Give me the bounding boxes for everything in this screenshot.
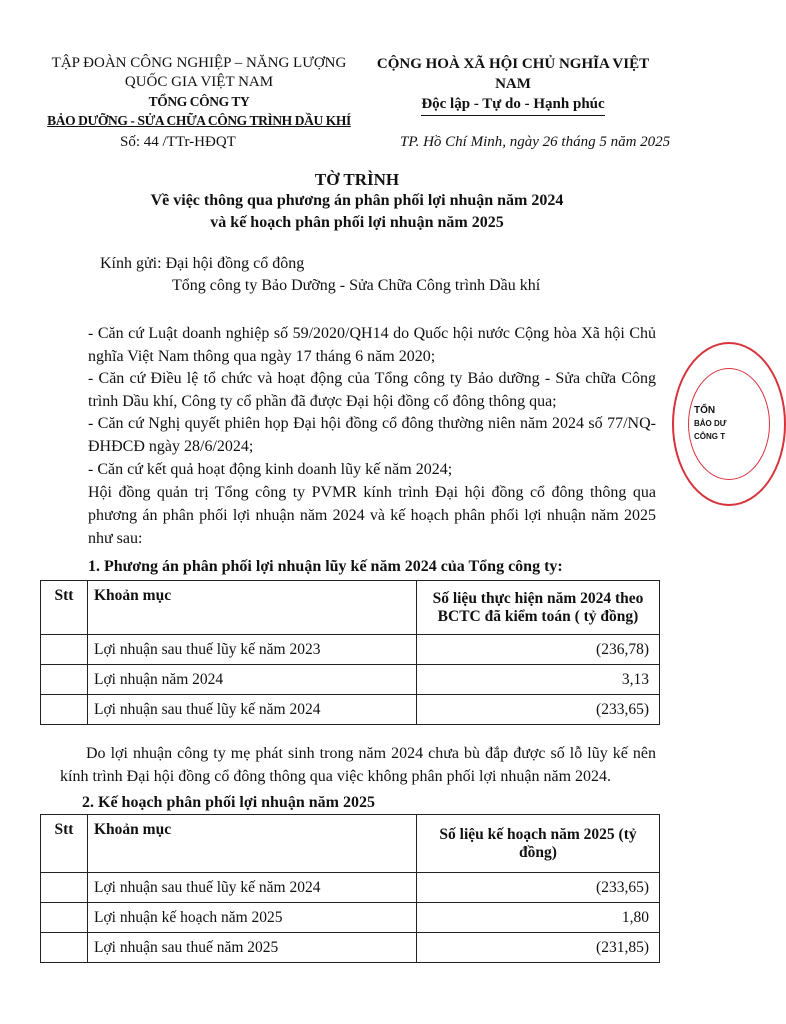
row-item: Lợi nhuận năm 2024 (88, 665, 417, 695)
table-row (41, 695, 660, 725)
col-value: Số liệu kế hoạch năm 2025 (tỷ đồng) (417, 815, 660, 873)
section-1-note: Do lợi nhuận công ty mẹ phát sinh trong năm 2024 chưa bù đắp được số lỗ lũy kế nên kính trình Đại hội đồng cổ đông thông qua việc không phân phối lợi nhuận năm 2024. (60, 745, 656, 785)
col-value: Số liệu thực hiện năm 2024 theo BCTC đã kiểm toán ( tỷ đồng) (417, 581, 660, 635)
paragraph-5 (60, 481, 656, 550)
stamp-clip (668, 340, 727, 510)
recipient-line-1: Kính gửi: Đại hội đồng cổ đông (100, 255, 305, 272)
paragraph-3 (60, 412, 656, 458)
row-item: Lợi nhuận sau thuế lũy kế năm 2023 (88, 635, 417, 665)
paragraph-3-text: - Căn cứ Nghị quyết phiên họp Đại hội đồng cổ đông thường niên năm 2024 số 77/NQ-ĐHĐCĐ ngày 28/6/2024; (88, 415, 656, 455)
national-motto-block (360, 54, 666, 116)
paragraph-1 (60, 322, 656, 368)
row-item: Lợi nhuận sau thuế năm 2025 (88, 933, 417, 963)
row-value: 1,80 (417, 903, 660, 933)
row-value: (233,65) (417, 873, 660, 903)
table-row (41, 635, 660, 665)
paragraph-4-text: - Căn cứ kết quả hoạt động kinh doanh lũy kế năm 2024; (88, 461, 453, 478)
recipient-line-2: Tổng công ty Bảo Dưỡng - Sửa Chữa Công trình Dầu khí (172, 277, 541, 294)
issuer-line-3: TỔNG CÔNG TY (148, 94, 250, 109)
section-2-heading: 2. Kế hoạch phân phối lợi nhuận năm 2025 (82, 794, 375, 811)
profit-distribution-table-2024 (40, 580, 660, 725)
document-title: TỜ TRÌNH (314, 170, 400, 189)
row-item: Lợi nhuận sau thuế lũy kế năm 2024 (88, 873, 417, 903)
issuer-line-1: TẬP ĐOÀN CÔNG NGHIỆP – NĂNG LƯỢNG (51, 55, 347, 71)
paragraph-4 (60, 458, 656, 481)
row-value: (231,85) (417, 933, 660, 963)
col-stt: Stt (41, 815, 88, 873)
profit-distribution-plan-2025 (40, 814, 660, 963)
paragraph-2-text: - Căn cứ Điều lệ tổ chức và hoạt động của Tổng công ty Bảo dưỡng - Sửa chữa Công trình Dầu khí, Công ty cổ phần đã được Đại hội đồng cổ đông thông qua; (88, 370, 656, 410)
document-subtitle-1: Về việc thông qua phương án phân phối lợi nhuận năm 2024 (150, 192, 564, 209)
row-value: (233,65) (417, 695, 660, 725)
paragraph-5-text: Hội đồng quản trị Tổng công ty PVMR kính trình Đại hội đồng cổ đông thông qua phương án phân phối lợi nhuận năm 2024 và kế hoạch phân phối lợi nhuận năm 2025 như sau: (88, 484, 656, 547)
paragraph-1-text: - Căn cứ Luật doanh nghiệp số 59/2020/QH14 do Quốc hội nước Cộng hòa Xã hội Chủ nghĩa Việt Nam thông qua ngày 17 tháng 6 năm 2020; (88, 325, 656, 365)
table-row (41, 873, 660, 903)
col-item: Khoản mục (88, 815, 417, 873)
table-header-row (41, 815, 660, 873)
motto: Độc lập - Tự do - Hạnh phúc (421, 94, 604, 116)
table-row (41, 903, 660, 933)
table-row (41, 665, 660, 695)
company-seal: TỔN BẢO DƯ CÔNG T (672, 342, 786, 506)
issuer-block (40, 54, 358, 130)
document-subtitle-2: và kế hoạch phân phối lợi nhuận năm 2025 (210, 214, 504, 231)
country-name: CỘNG HOÀ XÃ HỘI CHỦ NGHĨA VIỆT NAM (376, 56, 650, 92)
table-header-row (41, 581, 660, 635)
row-item: Lợi nhuận kế hoạch năm 2025 (88, 903, 417, 933)
issuer-line-2: QUỐC GIA VIỆT NAM (124, 74, 274, 90)
place-date: TP. Hồ Chí Minh, ngày 26 tháng 5 năm 2025 (400, 134, 671, 150)
col-item: Khoản mục (88, 581, 417, 635)
row-item: Lợi nhuận sau thuế lũy kế năm 2024 (88, 695, 417, 725)
paragraph-2 (60, 367, 656, 413)
section-1-heading: 1. Phương án phân phối lợi nhuận lũy kế năm 2024 của Tổng công ty: (88, 558, 563, 575)
document-number: Số: 44 /TTr-HĐQT (120, 134, 236, 150)
row-value: (236,78) (417, 635, 660, 665)
col-stt: Stt (41, 581, 88, 635)
table-row (41, 933, 660, 963)
row-value: 3,13 (417, 665, 660, 695)
issuer-line-4: BẢO DƯỠNG - SỬA CHỮA CÔNG TRÌNH DẦU KHÍ (47, 113, 351, 128)
